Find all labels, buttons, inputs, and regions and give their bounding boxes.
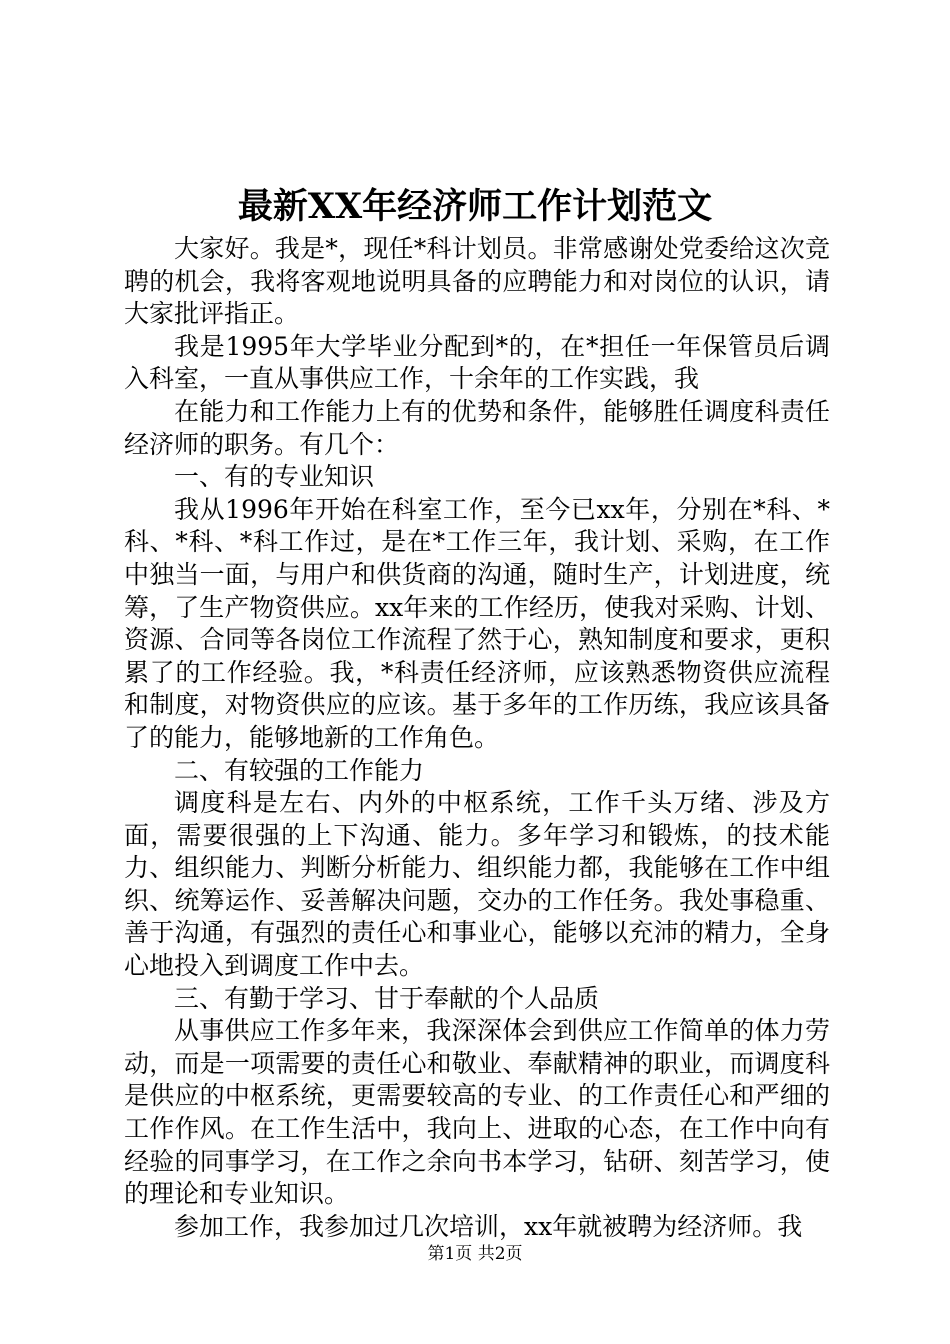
document-body	[124, 233, 830, 1243]
body-paragraph: 在能力和工作能力上有的优势和条件，能够胜任调度科责任经济师的职务。有几个：	[124, 396, 830, 459]
body-paragraph: 调度科是左右、内外的中枢系统，工作千头万绪、涉及方面，需要很强的上下沟通、能力。多年学习和锻炼，的技术能力、组织能力、判断分析能力、组织能力都，我能够在工作中组织、统筹运作、妥善解决问题，交办的工作任务。我处事稳重、善于沟通，有强烈的责任心和事业心，能够以充沛的精力，全身心地投入到调度工作中去。	[124, 788, 830, 981]
section-heading: 一、有的专业知识	[174, 462, 375, 492]
body-paragraph: 我从1996年开始在科室工作，至今已xx年，分别在*科、*科、*科、*科工作过，是在*工作三年，我计划、采购，在工作中独当一面，与用户和供货商的沟通，随时生产，计划进度，统筹，了生产物资供应。xx年来的工作经历，使我对采购、计划、资源、合同等各岗位工作流程了然于心，熟知制度和要求，更积累了的工作经验。我，*科责任经济师，应该熟悉物资供应流程和制度，对物资供应的应该。基于多年的工作历练，我应该具备了的能力，能够地新的工作角色。	[124, 494, 830, 752]
body-paragraph: 从事供应工作多年来，我深深体会到供应工作简单的体力劳动，而是一项需要的责任心和敬业、奉献精神的职业，而调度科是供应的中枢系统，更需要较高的专业、的工作责任心和严细的工作作风。在工作生活中，我向上、进取的心态，在工作中向有经验的同事学习，在工作之余向书本学习，钻研、刻苦学习，使的理论和专业知识。	[124, 1016, 830, 1209]
body-paragraph: 我是1995年大学毕业分配到*的，在*担任一年保管员后调入科室，一直从事供应工作，十余年的工作实践，我	[124, 331, 830, 394]
document-title: 最新XX年经济师工作计划范文	[237, 186, 713, 227]
section-heading: 二、有较强的工作能力	[174, 755, 425, 785]
section-heading: 三、有勤于学习、甘于奉献的个人品质	[174, 983, 600, 1013]
body-paragraph: 大家好。我是*，现任*科计划员。非常感谢处党委给这次竞聘的机会，我将客观地说明具备的应聘能力和对岗位的认识，请大家批评指正。	[124, 234, 830, 329]
body-paragraph: 参加工作，我参加过几次培训，xx年就被聘为经济师。我	[174, 1211, 803, 1241]
page-footer: 第1页 共2页	[427, 1244, 523, 1264]
